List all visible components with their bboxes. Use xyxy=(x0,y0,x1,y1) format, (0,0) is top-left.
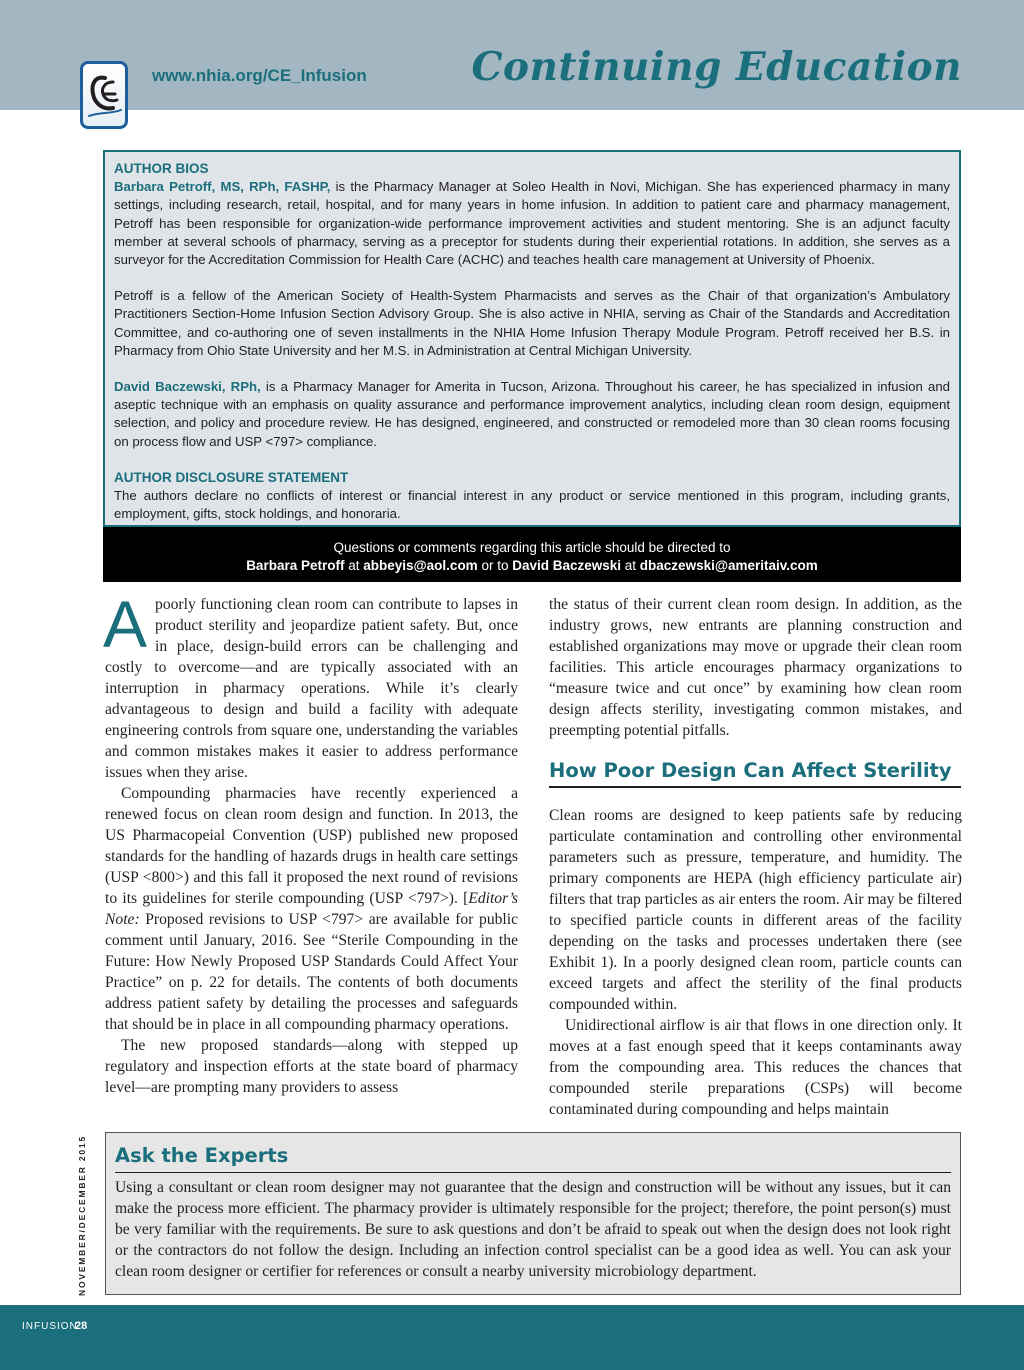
article-paragraph-4: the status of their current clean room design. In addition, as the industry grows, new entrants are planning construction and established organizations may move or upgrade their clean room facilities. This article encourages pharmacy organizations to “measure twice and cut once” by examining how clean room design affects sterility, investigating common mistakes, and preempting potential pitfalls. xyxy=(549,596,962,739)
article-paragraph-6: Unidirectional airflow is air that flows in one direction only. It moves at a fast enough speed that it keeps contaminants away from the compounding area. This reduces the chances that compounded sterile preparations (CSPs) will become contaminated during compounding and helps maintain xyxy=(549,1017,962,1118)
ce-logo-icon xyxy=(80,61,128,129)
editors-note: Editor’s Note: xyxy=(105,890,518,928)
author-bios-box xyxy=(103,150,961,527)
experts-text: Using a consultant or clean room designer may not guarantee that the design and construction will be without any issues, but it can make the process more efficient. The pharmacy provider is ultimately responsible for the project; therefore, the point person(s) must be very familiar with the requirements. Be sure to ask questions and don’t be afraid to speak out when the design does not look right or the contractors do not follow the design. Including an infection control specialist can be a good idea as well. You can ask your clean room designer or certifier for references or consult a nearby university microbiology department. xyxy=(115,1179,951,1280)
article-column-left xyxy=(103,587,518,1098)
contact-intro: Questions or comments regarding this article should be directed to xyxy=(333,540,731,555)
contact-name-1: Barbara Petroff xyxy=(246,558,345,573)
contact-or: or to xyxy=(477,558,513,573)
baczewski-bio-text: is a Pharmacy Manager for Amerita in Tucson, Arizona. Throughout his career, he has specialized in infusion and aseptic technique with an emphasis on quality assurance and performance improvement analytics, including clean room design, equipment selection, and policy and procedure review. He has designed, engineered, and constructed or remodeled more than 30 clean rooms focusing on process flow and USP <797> compliance. xyxy=(114,379,950,449)
header-url[interactable]: www.nhia.org/CE_Infusion xyxy=(152,66,367,85)
magazine-name: INFUSION xyxy=(22,1321,78,1332)
section-title: How Poor Design Can Affect Sterility xyxy=(549,759,961,788)
baczewski-bio xyxy=(114,378,950,451)
page-number: 28 xyxy=(75,1320,88,1332)
issue-date: NOVEMBER/DECEMBER 2015 xyxy=(77,1135,87,1296)
header-title: Continuing Education xyxy=(471,44,962,90)
contact-name-2: David Baczewski xyxy=(512,558,622,573)
page-header xyxy=(0,0,1024,110)
contact-email-2[interactable]: dbaczewski@ameritaiv.com xyxy=(639,558,818,573)
page-footer xyxy=(0,1305,1024,1370)
article-paragraph-3: The new proposed standards—along with stepped up regulatory and inspection efforts at the state board of pharmacy level—are prompting many providers to assess xyxy=(105,1037,518,1096)
article-paragraph-1 xyxy=(103,587,518,783)
contact-bar xyxy=(103,527,961,582)
petroff-name: Barbara Petroff, MS, RPh, FASHP, xyxy=(114,179,331,195)
article-paragraph-2-text-a: Compounding pharmacies have recently experienced a renewed focus on clean room design and function. In 2013, the US Pharmacopeial Convention (USP) published new proposed standards for the handling of hazards drugs in health care settings (USP <800>) and this fall it proposed the next round of revisions to its guidelines for sterile compounding (USP <797>). [ xyxy=(105,785,518,907)
article-paragraph-5: Clean rooms are designed to keep patients safe by reducing particulate contamination and controlling other environmental parameters such as pressure, temperature, and humidity. The primary components are HEPA (high efficiency particulate air) filters that trap particles as air enters the room. Air may be filtered to specified particle counts in different areas of the facility depending on the tasks and processes undertaken there (see Exhibit 1). In a poorly designed clean room, particle counts can exceed targets and affect the sterility of the final products compounded within. xyxy=(549,807,962,1013)
article-paragraph-2 xyxy=(105,783,518,1035)
experts-title: Ask the Experts xyxy=(115,1143,951,1173)
contact-at-1: at xyxy=(344,558,364,573)
baczewski-name: David Baczewski, RPh, xyxy=(114,379,261,395)
contact-at-2: at xyxy=(621,558,640,573)
article-paragraph-1-text: poorly functioning clean room can contribute to lapses in product sterility and jeopardize patient safety. But, once in place, design-build errors can be challenging and costly to overcome—and are typically associated with an interruption in pharmacy operations. While it’s clearly advantageous to design and build a facility with adequate engineering controls from square one, understanding the variables and common mistakes makes it easier to address performance issues when they arise. xyxy=(105,596,518,781)
disclosure-text: The authors declare no conflicts of interest or financial interest in any product or service mentioned in this program, including grants, employment, gifts, stock holdings, and honoraria. xyxy=(114,488,950,522)
petroff-bio-2: Petroff is a fellow of the American Society of Health-System Pharmacists and serves as the Chair of that organization’s Ambulatory Practitioners Section-Home Infusion Section Advisory Group. She is also active in NHIA, serving as Chair of the Standards and Accreditation Committee, and co-authoring one of seven installments in the NHIA Home Infusion Therapy Module Program. Petroff received her B.S. in Pharmacy from Ohio State University and her M.S. in Administration at Central Michigan University. xyxy=(114,288,950,358)
article-paragraph-2-text-b: Proposed revisions to USP <797> are available for public comment until January, 2016. See “Sterile Compounding in the Future: How Newly Proposed USP Standards Could Affect Your Practice” on p. 22 for details. The contents of both documents address patient safety by detailing the processes and safeguards that should be in place in all compounding pharmacy operations. xyxy=(105,911,518,1033)
author-bios-heading: AUTHOR BIOS xyxy=(114,161,209,176)
petroff-bio-text: is the Pharmacy Manager at Soleo Health in Novi, Michigan. She has experienced pharmacy in many settings, including research, retail, hospital, and for many years in home infusion. In addition to patient care and pharmacy management, Petroff has been responsible for organization-wide performance improvement activities and student mentoring. She is an adjunct faculty member at several schools of pharmacy, serving as a preceptor for students during their experiential rotations. In addition, she serves as a surveyor for the Accreditation Commission for Health Care (ACHC) and teaches health care management at University of Phoenix. xyxy=(114,179,950,268)
ask-the-experts-box xyxy=(105,1132,961,1295)
petroff-bio xyxy=(114,178,950,269)
contact-email-1[interactable]: abbeyis@aol.com xyxy=(363,558,478,573)
drop-cap: A xyxy=(103,587,148,661)
article-column-right xyxy=(549,594,962,1120)
contact-line xyxy=(103,557,961,575)
disclosure-heading: AUTHOR DISCLOSURE STATEMENT xyxy=(114,469,349,485)
